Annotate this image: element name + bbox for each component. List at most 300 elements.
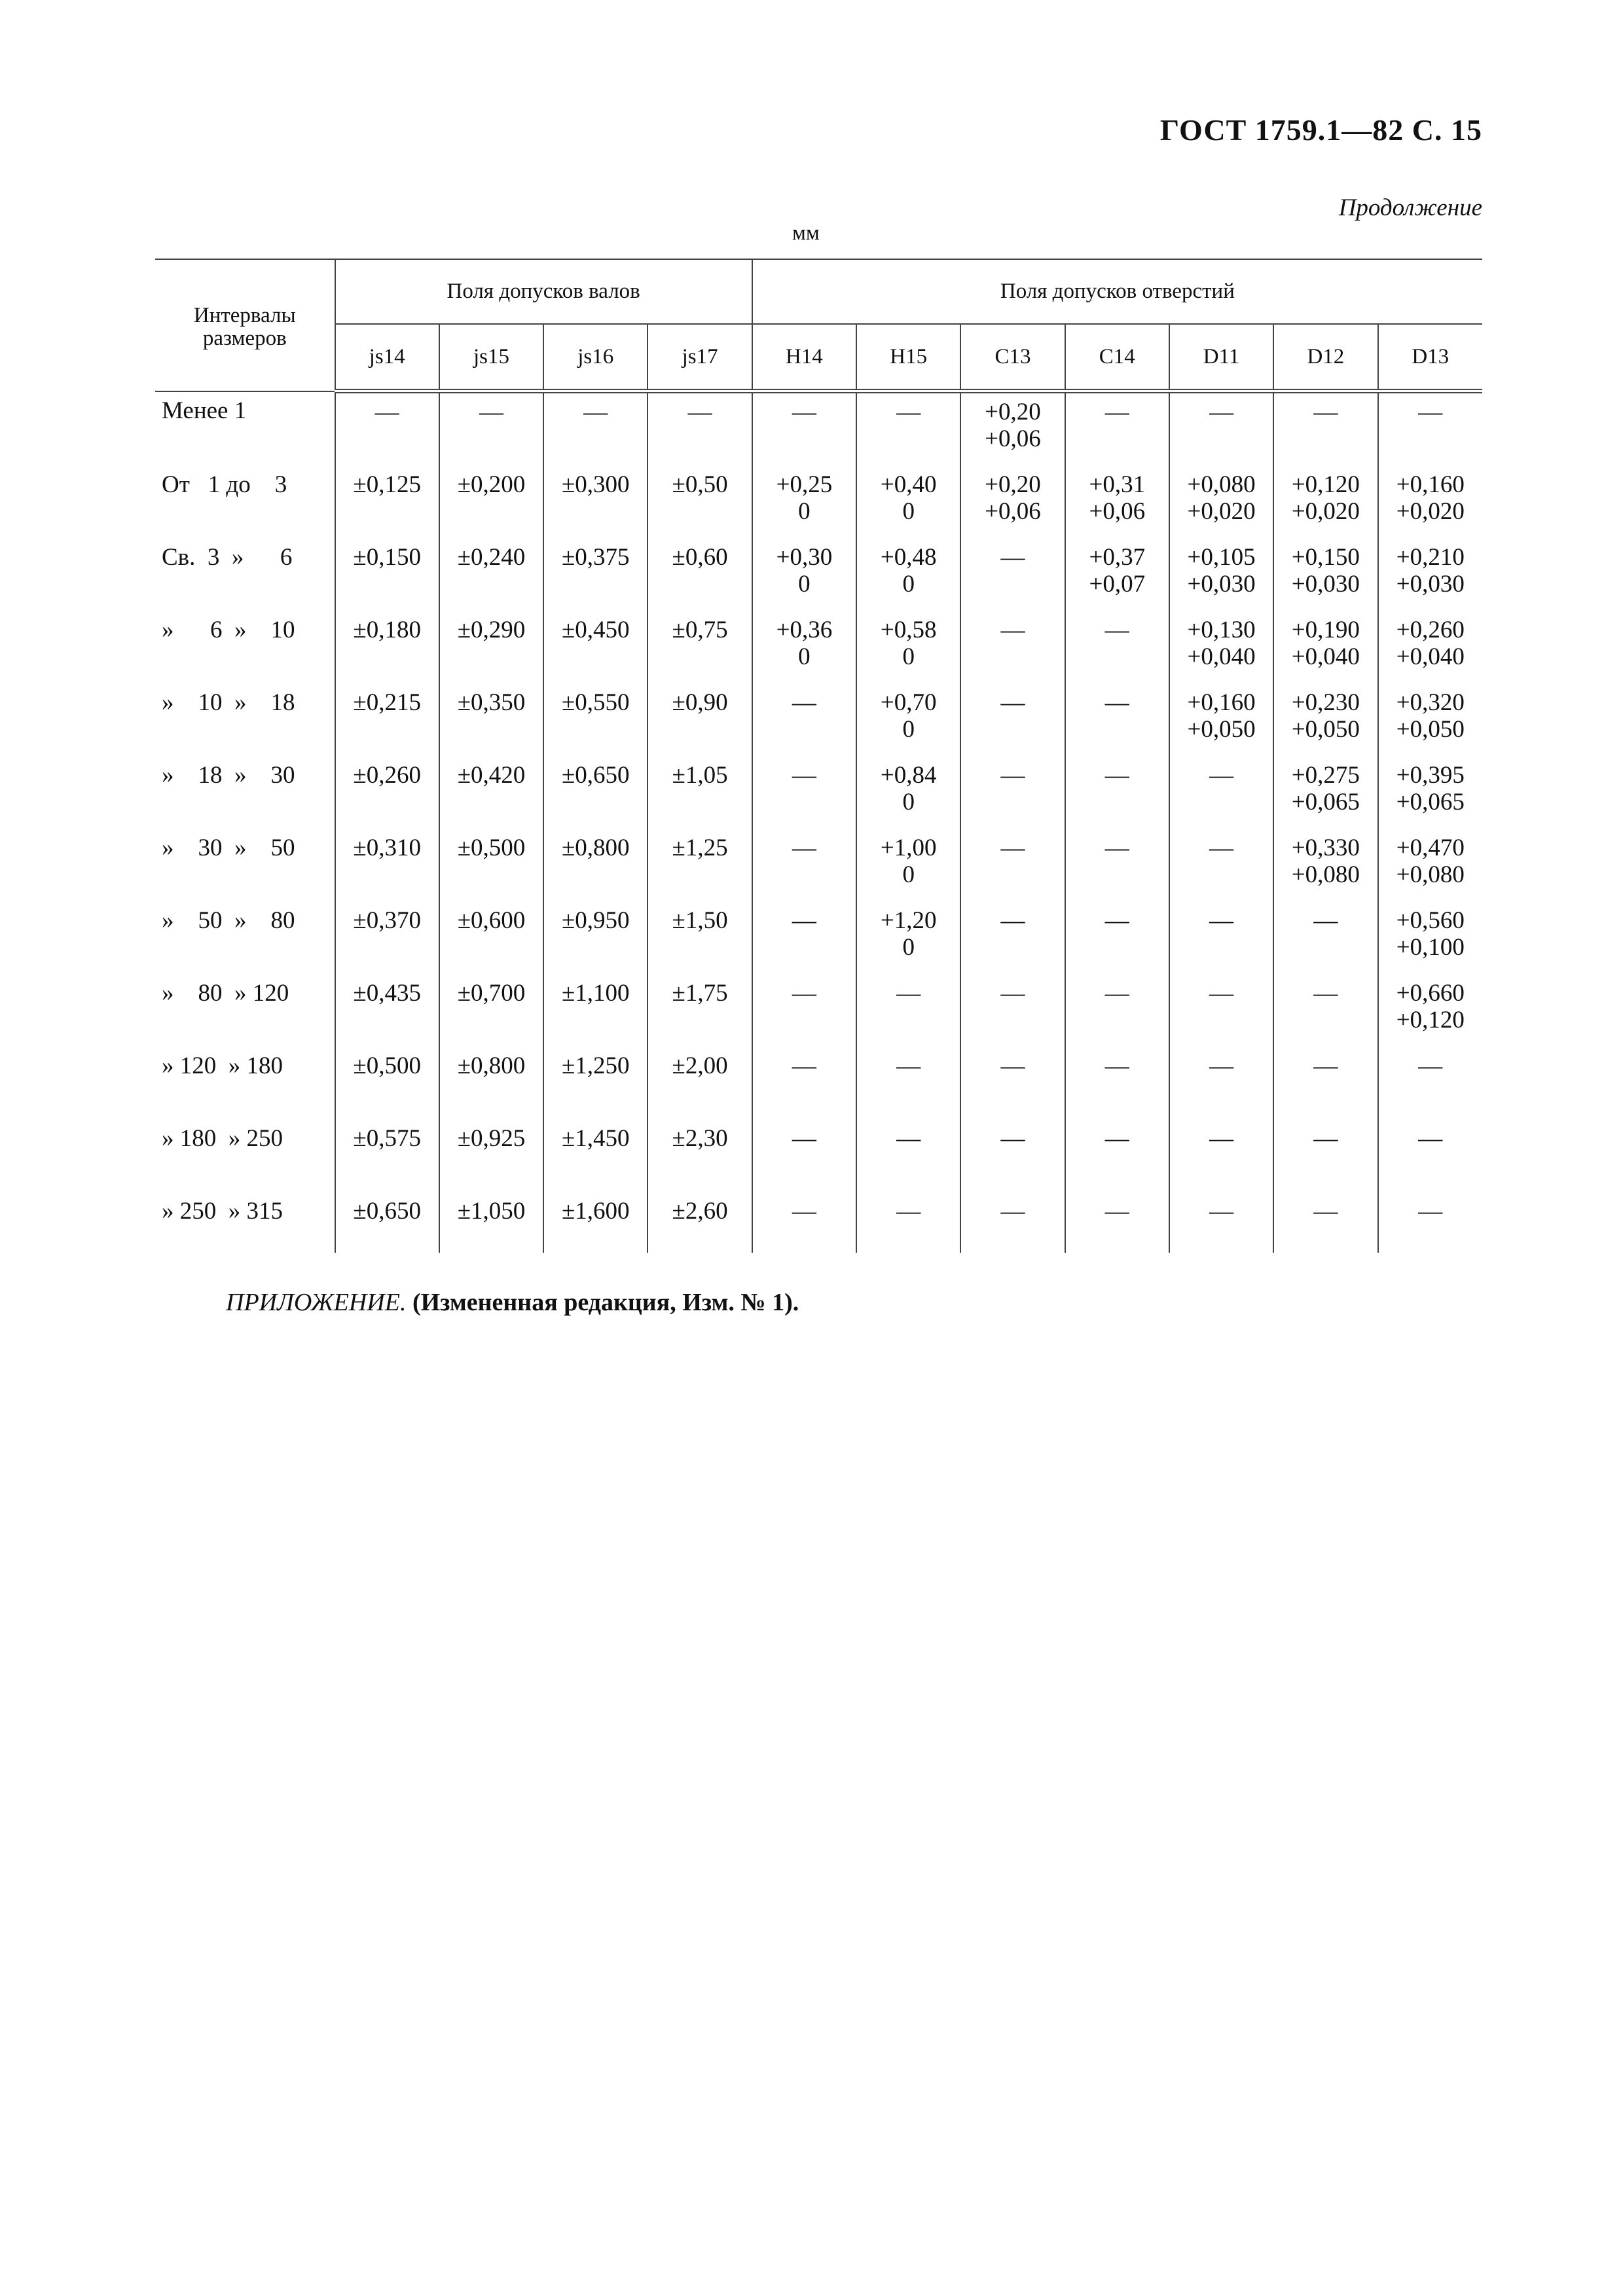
table-row <box>155 1047 1482 1120</box>
upper-deviation: ±0,215 <box>353 689 421 716</box>
upper-deviation: — <box>1104 1052 1129 1079</box>
size-interval: Менее 1 <box>162 397 247 424</box>
tolerance-cell <box>543 466 647 539</box>
column-header: H14 <box>752 324 856 391</box>
tolerance-cell <box>543 1047 647 1120</box>
upper-deviation: +0,20 <box>985 471 1041 498</box>
upper-deviation: — <box>1313 980 1338 1007</box>
tolerance-cell <box>439 975 543 1047</box>
tolerance-cell <box>439 611 543 684</box>
lower-deviation: +0,030 <box>1396 571 1465 598</box>
column-header: js15 <box>439 324 543 391</box>
size-interval: » 50 » 80 <box>162 907 295 934</box>
upper-deviation: ±0,600 <box>457 907 526 934</box>
tolerance-cell <box>1169 1047 1273 1120</box>
page-header: ГОСТ 1759.1—82 С. 15 <box>1159 113 1482 147</box>
upper-deviation: +0,190 <box>1291 617 1360 643</box>
tolerance-cell <box>856 902 960 975</box>
tolerance-cell <box>856 684 960 757</box>
tolerance-cell <box>647 391 752 467</box>
tolerance-cell <box>1273 1047 1377 1120</box>
tolerance-cell <box>1273 391 1377 467</box>
upper-deviation: ±0,500 <box>353 1052 421 1079</box>
tolerance-cell <box>439 539 543 611</box>
tolerance-cell <box>335 1193 439 1253</box>
tolerance-cell <box>1065 975 1169 1047</box>
upper-deviation: — <box>1000 980 1025 1007</box>
upper-deviation: ±1,450 <box>561 1125 630 1152</box>
upper-deviation: +0,25 <box>776 471 833 498</box>
upper-deviation: +0,320 <box>1396 689 1465 716</box>
lower-deviation: +0,040 <box>1291 643 1360 670</box>
upper-deviation: ±2,30 <box>672 1125 728 1152</box>
table-row <box>155 539 1482 611</box>
tolerance-cell <box>1378 1193 1482 1253</box>
tolerance-cell <box>1169 757 1273 829</box>
tolerance-cell <box>1169 975 1273 1047</box>
column-header: C14 <box>1065 324 1169 391</box>
upper-deviation: — <box>1104 907 1129 934</box>
upper-deviation: +0,84 <box>880 762 937 789</box>
tolerance-cell <box>1065 611 1169 684</box>
upper-deviation: ±0,925 <box>457 1125 526 1152</box>
upper-deviation: ±0,550 <box>561 689 630 716</box>
tolerance-cell <box>752 391 856 467</box>
upper-deviation: — <box>1313 1125 1338 1152</box>
upper-deviation: ±0,150 <box>353 544 421 571</box>
size-interval: » 250 » 315 <box>162 1198 283 1225</box>
tolerance-cell <box>960 757 1065 829</box>
tolerance-cell <box>647 1047 752 1120</box>
upper-deviation: — <box>1209 1125 1234 1152</box>
tolerance-cell <box>752 757 856 829</box>
table-row <box>155 975 1482 1047</box>
tolerance-cell <box>1065 829 1169 902</box>
size-interval: » 6 » 10 <box>162 617 295 643</box>
upper-deviation: ±1,250 <box>561 1052 630 1079</box>
tolerance-cell <box>960 829 1065 902</box>
tolerance-cell <box>960 975 1065 1047</box>
tolerance-cell <box>1273 757 1377 829</box>
upper-deviation: — <box>1000 1125 1025 1152</box>
upper-deviation: — <box>1000 907 1025 934</box>
tolerance-cell <box>1065 684 1169 757</box>
upper-deviation: ±1,05 <box>672 762 728 789</box>
tolerance-cell <box>960 1193 1065 1253</box>
shaft-group-header: Поля допусков валов <box>335 259 752 324</box>
tolerance-cell <box>960 539 1065 611</box>
upper-deviation: +0,36 <box>776 617 833 643</box>
upper-deviation: — <box>583 399 608 425</box>
tolerance-cell <box>543 829 647 902</box>
upper-deviation: +0,660 <box>1396 980 1465 1007</box>
tolerance-cell <box>335 684 439 757</box>
upper-deviation: — <box>792 907 816 934</box>
upper-deviation: +0,160 <box>1187 689 1256 716</box>
lower-deviation: +0,080 <box>1396 861 1465 888</box>
lower-deviation: 0 <box>902 934 915 961</box>
tolerance-cell <box>335 466 439 539</box>
tolerance-cell <box>439 902 543 975</box>
upper-deviation: ±0,90 <box>672 689 728 716</box>
hole-group-header: Поля допусков отверстий <box>752 259 1482 324</box>
tolerance-cell <box>960 611 1065 684</box>
upper-deviation: — <box>1209 834 1234 861</box>
tolerance-cell <box>647 902 752 975</box>
tolerance-cell <box>856 1120 960 1193</box>
tolerance-cell <box>647 757 752 829</box>
upper-deviation: +0,130 <box>1187 617 1256 643</box>
upper-deviation: ±0,435 <box>353 980 421 1007</box>
tolerance-cell <box>856 391 960 467</box>
upper-deviation: ±0,420 <box>457 762 526 789</box>
upper-deviation: +1,20 <box>880 907 937 934</box>
tolerance-cell <box>1169 902 1273 975</box>
lower-deviation: +0,040 <box>1396 643 1465 670</box>
tolerance-cell <box>439 684 543 757</box>
tolerance-cell <box>856 611 960 684</box>
tolerance-cell <box>647 1120 752 1193</box>
upper-deviation: — <box>792 1198 816 1225</box>
tolerance-cell <box>1065 1120 1169 1193</box>
upper-deviation: +0,230 <box>1291 689 1360 716</box>
upper-deviation: ±1,050 <box>457 1198 526 1225</box>
lower-deviation: +0,06 <box>985 498 1041 525</box>
lower-deviation: 0 <box>798 571 811 598</box>
column-header: js16 <box>543 324 647 391</box>
tolerance-cell <box>439 1120 543 1193</box>
upper-deviation: — <box>1209 1198 1234 1225</box>
tolerance-cell <box>439 391 543 467</box>
upper-deviation: ±0,180 <box>353 617 421 643</box>
upper-deviation: — <box>479 399 503 425</box>
tolerance-cell <box>1169 1120 1273 1193</box>
tolerance-cell <box>1169 539 1273 611</box>
units-label: мм <box>792 221 820 245</box>
upper-deviation: — <box>1209 907 1234 934</box>
tolerance-cell <box>752 1120 856 1193</box>
tolerance-cell <box>335 611 439 684</box>
tolerance-cell <box>1169 611 1273 684</box>
table-row <box>155 611 1482 684</box>
column-header: D12 <box>1273 324 1377 391</box>
upper-deviation: — <box>1209 1052 1234 1079</box>
upper-deviation: — <box>1418 1198 1443 1225</box>
upper-deviation: — <box>896 1125 921 1152</box>
tolerance-cell <box>752 466 856 539</box>
size-interval: » 120 » 180 <box>162 1052 283 1079</box>
lower-deviation: +0,065 <box>1291 789 1360 816</box>
table-row <box>155 1193 1482 1253</box>
upper-deviation: — <box>792 689 816 716</box>
lower-deviation: +0,050 <box>1291 716 1360 743</box>
upper-deviation: — <box>792 762 816 789</box>
upper-deviation: ±2,00 <box>672 1052 728 1079</box>
lower-deviation: 0 <box>902 716 915 743</box>
size-interval: Св. 3 » 6 <box>162 544 293 571</box>
upper-deviation: +0,20 <box>985 399 1041 425</box>
upper-deviation: +0,560 <box>1396 907 1465 934</box>
tolerance-cell <box>752 902 856 975</box>
tolerance-cell <box>647 829 752 902</box>
tolerance-cell <box>543 684 647 757</box>
tolerance-cell <box>1273 684 1377 757</box>
upper-deviation: +0,210 <box>1396 544 1465 571</box>
column-header: js14 <box>335 324 439 391</box>
upper-deviation: +1,00 <box>880 834 937 861</box>
upper-deviation: ±0,700 <box>457 980 526 1007</box>
tolerance-cell <box>647 611 752 684</box>
upper-deviation: ±0,60 <box>672 544 728 571</box>
upper-deviation: — <box>792 1125 816 1152</box>
tolerance-cell <box>1378 539 1482 611</box>
upper-deviation: +0,275 <box>1291 762 1360 789</box>
upper-deviation: — <box>1313 1198 1338 1225</box>
upper-deviation: ±0,375 <box>561 544 630 571</box>
tolerance-cell <box>543 611 647 684</box>
upper-deviation: — <box>1209 399 1234 425</box>
tolerance-cell <box>856 1193 960 1253</box>
upper-deviation: ±0,310 <box>353 834 421 861</box>
upper-deviation: — <box>1418 1052 1443 1079</box>
tolerance-cell <box>1378 466 1482 539</box>
tolerance-cell <box>752 611 856 684</box>
lower-deviation: +0,07 <box>1089 571 1146 598</box>
tolerance-cell <box>960 1047 1065 1120</box>
table-row <box>155 1120 1482 1193</box>
tolerance-cell <box>752 975 856 1047</box>
upper-deviation: — <box>896 980 921 1007</box>
upper-deviation: +0,330 <box>1291 834 1360 861</box>
column-header: js17 <box>647 324 752 391</box>
tolerance-cell <box>439 466 543 539</box>
lower-deviation: +0,020 <box>1396 498 1465 525</box>
upper-deviation: ±0,800 <box>457 1052 526 1079</box>
upper-deviation: — <box>1104 689 1129 716</box>
upper-deviation: +0,37 <box>1089 544 1146 571</box>
tolerance-cell <box>647 466 752 539</box>
lower-deviation: +0,06 <box>1089 498 1146 525</box>
tolerance-cell <box>543 902 647 975</box>
upper-deviation: — <box>1209 980 1234 1007</box>
tolerance-cell <box>1065 1047 1169 1120</box>
upper-deviation: +0,70 <box>880 689 937 716</box>
tolerance-cell <box>1169 466 1273 539</box>
upper-deviation: +0,080 <box>1187 471 1256 498</box>
tolerance-cell <box>1065 466 1169 539</box>
tolerance-cell <box>1378 975 1482 1047</box>
lower-deviation: +0,020 <box>1291 498 1360 525</box>
upper-deviation: ±1,75 <box>672 980 728 1007</box>
size-interval: » 80 » 120 <box>162 980 289 1007</box>
tolerance-cell <box>1169 684 1273 757</box>
upper-deviation: — <box>1000 617 1025 643</box>
upper-deviation: ±0,650 <box>561 762 630 789</box>
tolerance-cell <box>1378 684 1482 757</box>
lower-deviation: +0,030 <box>1291 571 1360 598</box>
tolerance-cell <box>647 684 752 757</box>
upper-deviation: — <box>1104 399 1129 425</box>
tolerance-cell <box>647 975 752 1047</box>
tolerance-cell <box>1273 902 1377 975</box>
amendment-note: (Измененная редакция, Изм. № 1). <box>412 1289 799 1316</box>
lower-deviation: 0 <box>798 498 811 525</box>
tolerance-cell <box>439 757 543 829</box>
upper-deviation: ±1,50 <box>672 907 728 934</box>
upper-deviation: — <box>1418 399 1443 425</box>
lower-deviation: +0,030 <box>1187 571 1256 598</box>
upper-deviation: +0,105 <box>1187 544 1256 571</box>
upper-deviation: +0,150 <box>1291 544 1360 571</box>
tolerance-cell <box>439 1047 543 1120</box>
tolerance-cell <box>1378 1047 1482 1120</box>
tolerance-table <box>155 259 1482 1253</box>
tolerance-cell <box>1273 539 1377 611</box>
tolerance-cell <box>1065 391 1169 467</box>
tolerance-cell <box>335 1047 439 1120</box>
footer-note <box>226 1288 799 1317</box>
tolerance-cell <box>960 466 1065 539</box>
column-header: C13 <box>960 324 1065 391</box>
upper-deviation: +0,120 <box>1291 471 1360 498</box>
lower-deviation: 0 <box>902 643 915 670</box>
lower-deviation: +0,050 <box>1396 716 1465 743</box>
upper-deviation: +0,48 <box>880 544 937 571</box>
upper-deviation: — <box>1000 689 1025 716</box>
lower-deviation: +0,040 <box>1187 643 1256 670</box>
upper-deviation: — <box>374 399 399 425</box>
tolerance-cell <box>1378 391 1482 467</box>
tolerance-cell <box>1169 829 1273 902</box>
tolerance-cell <box>856 539 960 611</box>
tolerance-cell <box>960 391 1065 467</box>
tolerance-cell <box>856 829 960 902</box>
upper-deviation: ±0,370 <box>353 907 421 934</box>
table-row <box>155 684 1482 757</box>
size-interval: » 30 » 50 <box>162 834 295 861</box>
tolerance-cell <box>1169 1193 1273 1253</box>
upper-deviation: — <box>687 399 712 425</box>
tolerance-cell <box>752 829 856 902</box>
upper-deviation: ±0,650 <box>353 1198 421 1225</box>
tolerance-cell <box>439 1193 543 1253</box>
lower-deviation: +0,050 <box>1187 716 1256 743</box>
upper-deviation: — <box>1104 1125 1129 1152</box>
upper-deviation: +0,260 <box>1396 617 1465 643</box>
size-interval: » 180 » 250 <box>162 1125 283 1152</box>
appendix-label: ПРИЛОЖЕНИЕ. <box>226 1289 407 1316</box>
tolerance-cell <box>439 829 543 902</box>
upper-deviation: ±1,25 <box>672 834 728 861</box>
upper-deviation: ±0,50 <box>672 471 728 498</box>
tolerance-cell <box>1065 757 1169 829</box>
upper-deviation: ±2,60 <box>672 1198 728 1225</box>
upper-deviation: ±0,125 <box>353 471 421 498</box>
upper-deviation: ±0,240 <box>457 544 526 571</box>
continuation-label: Продолжение <box>1338 194 1482 221</box>
upper-deviation: — <box>1418 1125 1443 1152</box>
upper-deviation: ±0,75 <box>672 617 728 643</box>
tolerance-cell <box>1065 1193 1169 1253</box>
table-row <box>155 757 1482 829</box>
upper-deviation: ±0,290 <box>457 617 526 643</box>
lower-deviation: 0 <box>902 789 915 816</box>
tolerance-cell <box>1273 975 1377 1047</box>
lower-deviation: +0,120 <box>1396 1007 1465 1033</box>
tolerance-cell <box>752 1047 856 1120</box>
upper-deviation: — <box>1104 617 1129 643</box>
tolerance-cell <box>1378 1120 1482 1193</box>
upper-deviation: — <box>792 980 816 1007</box>
tolerance-cell <box>856 975 960 1047</box>
lower-deviation: 0 <box>902 861 915 888</box>
upper-deviation: +0,31 <box>1089 471 1146 498</box>
upper-deviation: ±0,450 <box>561 617 630 643</box>
upper-deviation: — <box>1000 762 1025 789</box>
tolerance-cell <box>647 539 752 611</box>
column-header: D13 <box>1378 324 1482 391</box>
upper-deviation: ±0,200 <box>457 471 526 498</box>
upper-deviation: — <box>1000 1052 1025 1079</box>
upper-deviation: — <box>896 399 921 425</box>
tolerance-cell <box>1065 539 1169 611</box>
tolerance-cell <box>335 757 439 829</box>
tolerance-cell <box>1273 1193 1377 1253</box>
upper-deviation: +0,30 <box>776 544 833 571</box>
upper-deviation: — <box>1313 907 1338 934</box>
tolerance-cell <box>335 829 439 902</box>
lower-deviation: +0,065 <box>1396 789 1465 816</box>
lower-deviation: +0,080 <box>1291 861 1360 888</box>
tolerance-cell <box>543 975 647 1047</box>
interval-header: Интервалы размеров <box>155 259 335 391</box>
upper-deviation: ±0,500 <box>457 834 526 861</box>
table-row <box>155 829 1482 902</box>
column-header: D11 <box>1169 324 1273 391</box>
upper-deviation: ±0,300 <box>561 471 630 498</box>
upper-deviation: — <box>1000 834 1025 861</box>
upper-deviation: — <box>1313 1052 1338 1079</box>
lower-deviation: +0,020 <box>1187 498 1256 525</box>
upper-deviation: — <box>1104 1198 1129 1225</box>
upper-deviation: ±0,800 <box>561 834 630 861</box>
table-row <box>155 466 1482 539</box>
upper-deviation: — <box>1000 1198 1025 1225</box>
upper-deviation: +0,470 <box>1396 834 1465 861</box>
tolerance-cell <box>543 757 647 829</box>
size-interval: » 18 » 30 <box>162 762 295 789</box>
tolerance-cell <box>543 539 647 611</box>
upper-deviation: — <box>896 1198 921 1225</box>
tolerance-cell <box>960 684 1065 757</box>
upper-deviation: — <box>792 1052 816 1079</box>
upper-deviation: ±1,100 <box>561 980 630 1007</box>
size-interval: » 10 » 18 <box>162 689 295 716</box>
tolerance-cell <box>856 757 960 829</box>
tolerance-cell <box>1169 391 1273 467</box>
upper-deviation: — <box>1000 544 1025 571</box>
upper-deviation: — <box>792 834 816 861</box>
tolerance-cell <box>856 1047 960 1120</box>
lower-deviation: +0,06 <box>985 425 1041 452</box>
upper-deviation: ±0,350 <box>457 689 526 716</box>
size-interval: От 1 до 3 <box>162 471 287 498</box>
upper-deviation: — <box>896 1052 921 1079</box>
upper-deviation: ±0,260 <box>353 762 421 789</box>
tolerance-cell <box>335 391 439 467</box>
tolerance-cell <box>335 539 439 611</box>
tolerance-cell <box>960 902 1065 975</box>
